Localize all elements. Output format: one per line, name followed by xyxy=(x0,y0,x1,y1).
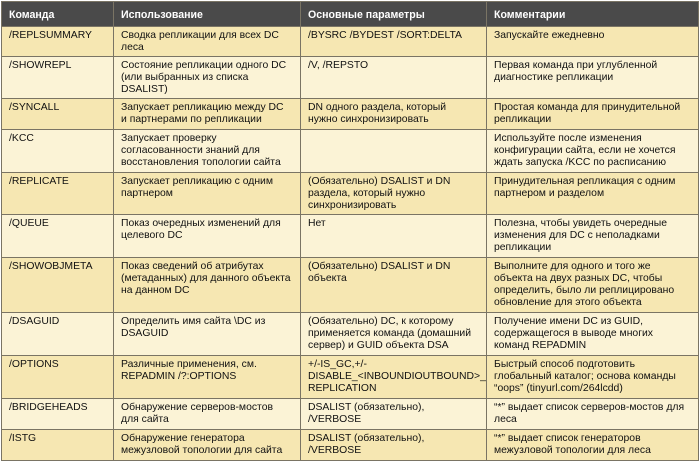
cell-usage: Запускает проверку согласованности знаний для восстановления топологии сайта xyxy=(114,130,301,173)
table-row xyxy=(2,313,699,356)
repadmin-commands-table xyxy=(1,1,699,461)
table-row xyxy=(2,430,699,461)
cell-command: /KCC xyxy=(2,130,114,173)
cell-comments: Первая команда при углубленной диагностике репликации xyxy=(487,57,699,99)
table-row xyxy=(2,99,699,130)
cell-usage: Запускает репликацию с одним партнером xyxy=(114,173,301,215)
cell-comments: “*” выдает список генераторов межузловой топологии для леса xyxy=(487,430,699,461)
cell-usage: Обнаружение генератора межузловой топологии для сайта xyxy=(114,430,301,461)
header-parameters: Основные параметры xyxy=(301,2,487,27)
table-row xyxy=(2,356,699,399)
header-command: Команда xyxy=(2,2,114,27)
table-row xyxy=(2,258,699,313)
cell-comments: Полезна, чтобы увидеть очередные изменения для DC с неполадками репликации xyxy=(487,215,699,258)
cell-command: /SHOWOBJMETA xyxy=(2,258,114,313)
cell-command: /BRIDGEHEADS xyxy=(2,399,114,430)
cell-comments: Принудительная репликация с одним партнером и разделом xyxy=(487,173,699,215)
cell-usage: Определить имя сайта \DC из DSAGUID xyxy=(114,313,301,356)
table-row xyxy=(2,215,699,258)
cell-parameters: +/-IS_GC,+/-DISABLE_<INBOUNDIOUTBOUND>_ REPLICATION xyxy=(301,356,487,399)
cell-command: /QUEUE xyxy=(2,215,114,258)
cell-parameters: DSALIST (обязательно), /VERBOSE xyxy=(301,399,487,430)
table-row xyxy=(2,130,699,173)
header-comments: Комментарии xyxy=(487,2,699,27)
cell-parameters xyxy=(301,130,487,173)
cell-parameters: (Обязательно) DSALIST и DN раздела, который нужно синхронизировать xyxy=(301,173,487,215)
cell-usage: Показ очередных изменений для целевого DC xyxy=(114,215,301,258)
cell-comments: Используйте после изменения конфигурации сайта, если не хочется ждать запуска /KCC по расписанию xyxy=(487,130,699,173)
cell-comments: Получение имени DC из GUID, содержащегося в выводе многих команд REPADMIN xyxy=(487,313,699,356)
cell-comments: Быстрый способ подготовить глобальный каталог; основа команды “oops” (tinyurl.com/264lcdd) xyxy=(487,356,699,399)
cell-usage: Различные применения, см. REPADMIN /?:OPTIONS xyxy=(114,356,301,399)
table-row xyxy=(2,399,699,430)
cell-comments: Выполните для одного и того же объекта на двух разных DC, чтобы определить, было ли реплицировано обновление для этого объекта xyxy=(487,258,699,313)
cell-command: /SYNCALL xyxy=(2,99,114,130)
cell-comments: Запускайте ежедневно xyxy=(487,27,699,57)
cell-parameters: /V, /REPSTO xyxy=(301,57,487,99)
cell-comments: “*” выдает список серверов-мостов для леса xyxy=(487,399,699,430)
table-row xyxy=(2,57,699,99)
header-usage: Использование xyxy=(114,2,301,27)
cell-command: /DSAGUID xyxy=(2,313,114,356)
cell-parameters: Нет xyxy=(301,215,487,258)
cell-usage: Показ сведений об атрибутах (метаданных) для данного объекта на данном DC xyxy=(114,258,301,313)
cell-command: /REPLICATE xyxy=(2,173,114,215)
cell-parameters: DN одного раздела, который нужно синхронизировать xyxy=(301,99,487,130)
cell-comments: Простая команда для принудительной репликации xyxy=(487,99,699,130)
table-row xyxy=(2,27,699,57)
cell-command: /SHOWREPL xyxy=(2,57,114,99)
cell-parameters: (Обязательно) DC, к которому применяется команда (домашний сервер) и GUID объекта DSA xyxy=(301,313,487,356)
table-row xyxy=(2,173,699,215)
cell-usage: Запускает репликацию между DC и партнерами по репликации xyxy=(114,99,301,130)
cell-command: /OPTIONS xyxy=(2,356,114,399)
cell-command: /REPLSUMMARY xyxy=(2,27,114,57)
repadmin-table-frame xyxy=(1,1,698,456)
table-header-row xyxy=(2,2,699,27)
cell-usage: Состояние репликации одного DC (или выбранных из списка DSALIST) xyxy=(114,57,301,99)
cell-parameters: DSALIST (обязательно), /VERBOSE xyxy=(301,430,487,461)
cell-parameters: (Обязательно) DSALIST и DN объекта xyxy=(301,258,487,313)
cell-parameters: /BYSRC /BYDEST /SORT:DELTA xyxy=(301,27,487,57)
cell-usage: Сводка репликации для всех DC леса xyxy=(114,27,301,57)
cell-command: /ISTG xyxy=(2,430,114,461)
cell-usage: Обнаружение серверов-мостов для сайта xyxy=(114,399,301,430)
